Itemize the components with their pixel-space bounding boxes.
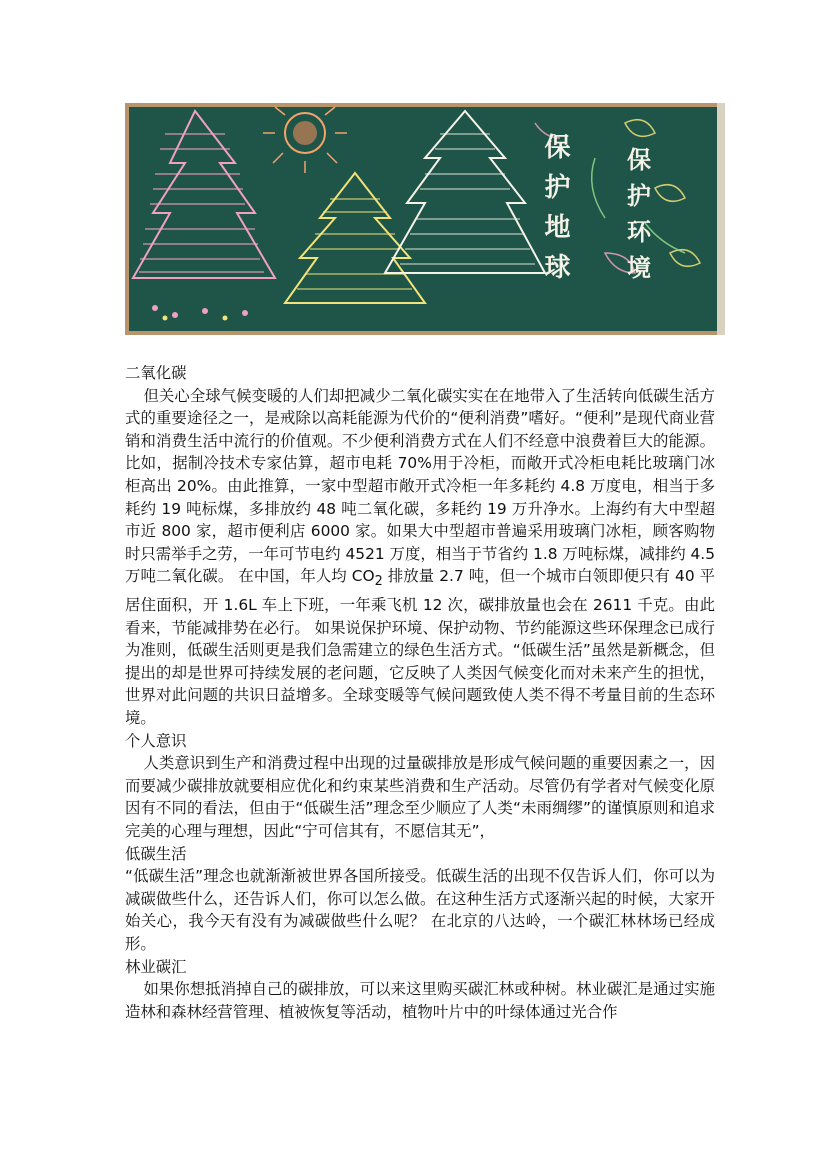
paragraph-forestry-carbon-sink: 如果你想抵消掉自己的碳排放，可以来这里购买碳汇林或种树。林业碳汇是通过实施造林和森林经营管理、植被恢复等活动，植物叶片中的叶绿体通过光合作 bbox=[125, 980, 715, 1021]
paragraph-co2-part1: 但关心全球气候变暖的人们却把减少二氧化碳实实在在地带入了生活转向低碳生活方式的重要途径之一，是戒除以高耗能源为代价的“便利消费”嗜好。“便利”是现代商业营销和消费生活中流行的价值观。不少便利消费方式在人们不经意中浪费着巨大的能源。比如，据制冷技术专家估算，超市电耗 70%用于冷柜，而敞开式冷柜电耗比玻璃门冰柜高出 20%。由此推算，一家中型超市敞开式冷柜一年多耗约 4.8 万度电，相当于多耗约 19 吨标煤，多排放约 48 吨二氧化碳，多耗约 19 万升净水。上海约有大中型超市近 800 家，超市便利店 6000 家。如果大中型超市普遍采用玻璃门冰柜，顾客购物时只需举手之劳，一年可节电约 4521 万度，相当于节省约 1.8 万吨标煤，减排约 4.5 万吨二氧化碳。 在中国，年人均 CO bbox=[125, 386, 715, 586]
article-body bbox=[125, 362, 715, 1023]
section-heading-personal-awareness: 个人意识 bbox=[125, 731, 187, 750]
board-title-right: 保护环境 bbox=[622, 147, 652, 291]
board-title-left: 保护地球 bbox=[540, 133, 570, 293]
section-heading-low-carbon-life: 低碳生活 bbox=[125, 844, 187, 863]
chalkboard-image bbox=[125, 103, 725, 335]
paragraph-low-carbon-life: “低碳生活”理念也就渐渐被世界各国所接受。低碳生活的出现不仅告诉人们，你可以为减碳做些什么，还告诉人们，你可以怎么做。在这种生活方式逐渐兴起的时候，大家开始关心，我今天有没有为减碳做些什么呢？ 在北京的八达岭，一个碳汇林林场已经成形。 bbox=[125, 867, 715, 953]
paragraph-co2-part2: 排放量 2.7 吨，但一个城市白领即便只有 40 平居住面积，开 1.6L 车上下班，一年乘飞机 12 次，碳排放量也会在 2611 千克。由此看来，节能减排势在必行。 如果说保护环境、保护动物、节约能源这些环保理念已成行为准则，低碳生活则更是我们急需建立的绿色生活方式。“低碳生活”虽然是新概念，但提出的却是世界可持续发展的老问题，它反映了人类因气候变化而对未来产生的担忧，世界对此问题的共识日益增多。全球变暖等气候问题致使人类不得不考量目前的生态环境。 bbox=[125, 567, 715, 727]
paragraph-co2 bbox=[125, 385, 715, 730]
section-heading-forestry-carbon-sink: 林业碳汇 bbox=[125, 957, 187, 976]
co2-subscript: 2 bbox=[374, 574, 383, 590]
paragraph-personal-awareness: 人类意识到生产和消费过程中出现的过量碳排放是形成气候问题的重要因素之一，因而要减少碳排放就要相应优化和约束某些消费和生产活动。尽管仍有学者对气候变化原因有不同的看法，但由于“低碳生活”理念至少顺应了人类“未雨绸缪”的谨慎原则和追求完美的心理与理想，因此“宁可信其有，不愿信其无”， bbox=[125, 754, 715, 840]
section-heading-co2: 二氧化碳 bbox=[125, 364, 187, 382]
